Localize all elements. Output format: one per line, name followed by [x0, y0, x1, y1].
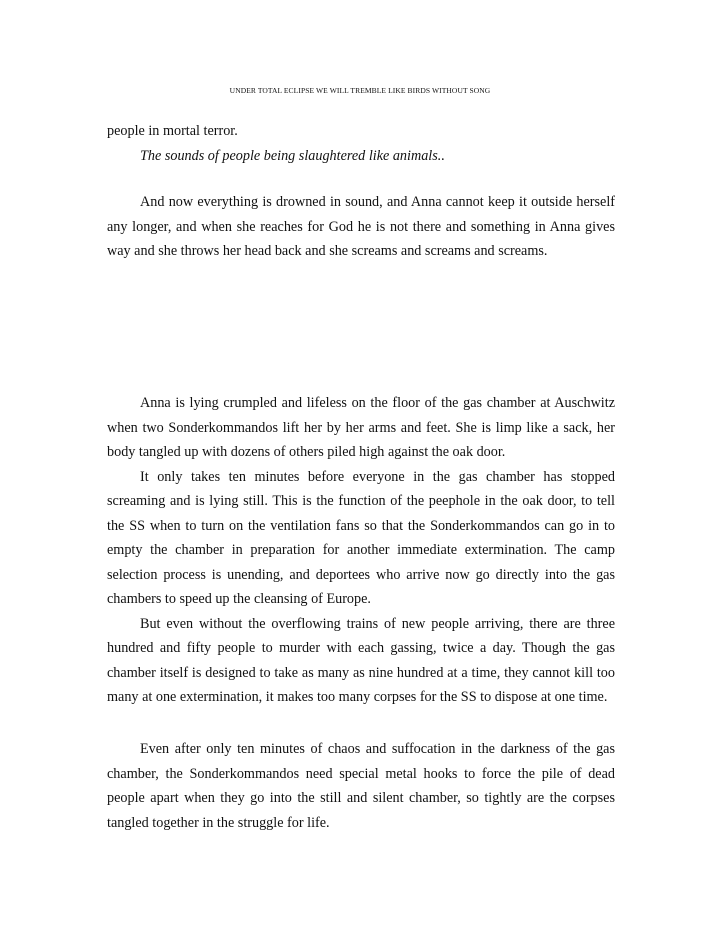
paragraph-italic-sounds: The sounds of people being slaughtered like animals.. [140, 147, 445, 164]
paragraph-trains: But even without the overflowing trains of new people arriving, there are three hundred and fifty people to murder with each gassing, twice a day. Though the gas chamber itself is designed to take as many as nine hundred at a time, they cannot kill too many at one extermination, it makes too many corpses for the SS to dispose at one time. [107, 615, 615, 705]
paragraph-metal-hooks: Even after only ten minutes of chaos and suffocation in the darkness of the gas chamber, the Sonderkommandos need special metal hooks to force the pile of dead people apart when they go into the still and silent chamber, so tightly are the corpses tangled together in the struggle for life. [107, 741, 615, 831]
text-block-gas-chamber [107, 391, 615, 710]
paragraph-ten-minutes: It only takes ten minutes before everyone in the gas chamber has stopped screaming and is lying still. This is the function of the peephole in the oak door, to tell the SS when to turn on the ventilation fans so that the Sonderkommandos can go in to empty the chamber in preparation for another immediate extermination. The camp selection process is unending, and deportees who arrive now go directly into the gas chambers to speed up the cleansing of Europe. [107, 468, 615, 607]
paragraph-scream: And now everything is drowned in sound, and Anna cannot keep it outside herself any longer, and when she reaches for God he is not there and something in Anna gives way and she throws her head back and she screams and screams and screams. [107, 194, 615, 259]
paragraph-continuation: people in mortal terror. [107, 123, 238, 139]
text-block-hooks [107, 737, 615, 835]
paragraph-anna-lifeless: Anna is lying crumpled and lifeless on the floor of the gas chamber at Auschwitz when two Sonderkommandos lift her by her arms and feet. She is limp like a sack, her body tangled up with dozens of others piled high against the oak door. [107, 395, 615, 460]
text-block-scream [107, 190, 615, 264]
text-block-opening [107, 119, 615, 168]
running-header: UNDER TOTAL ECLIPSE WE WILL TREMBLE LIKE BIRDS WITHOUT SONG [229, 86, 491, 95]
